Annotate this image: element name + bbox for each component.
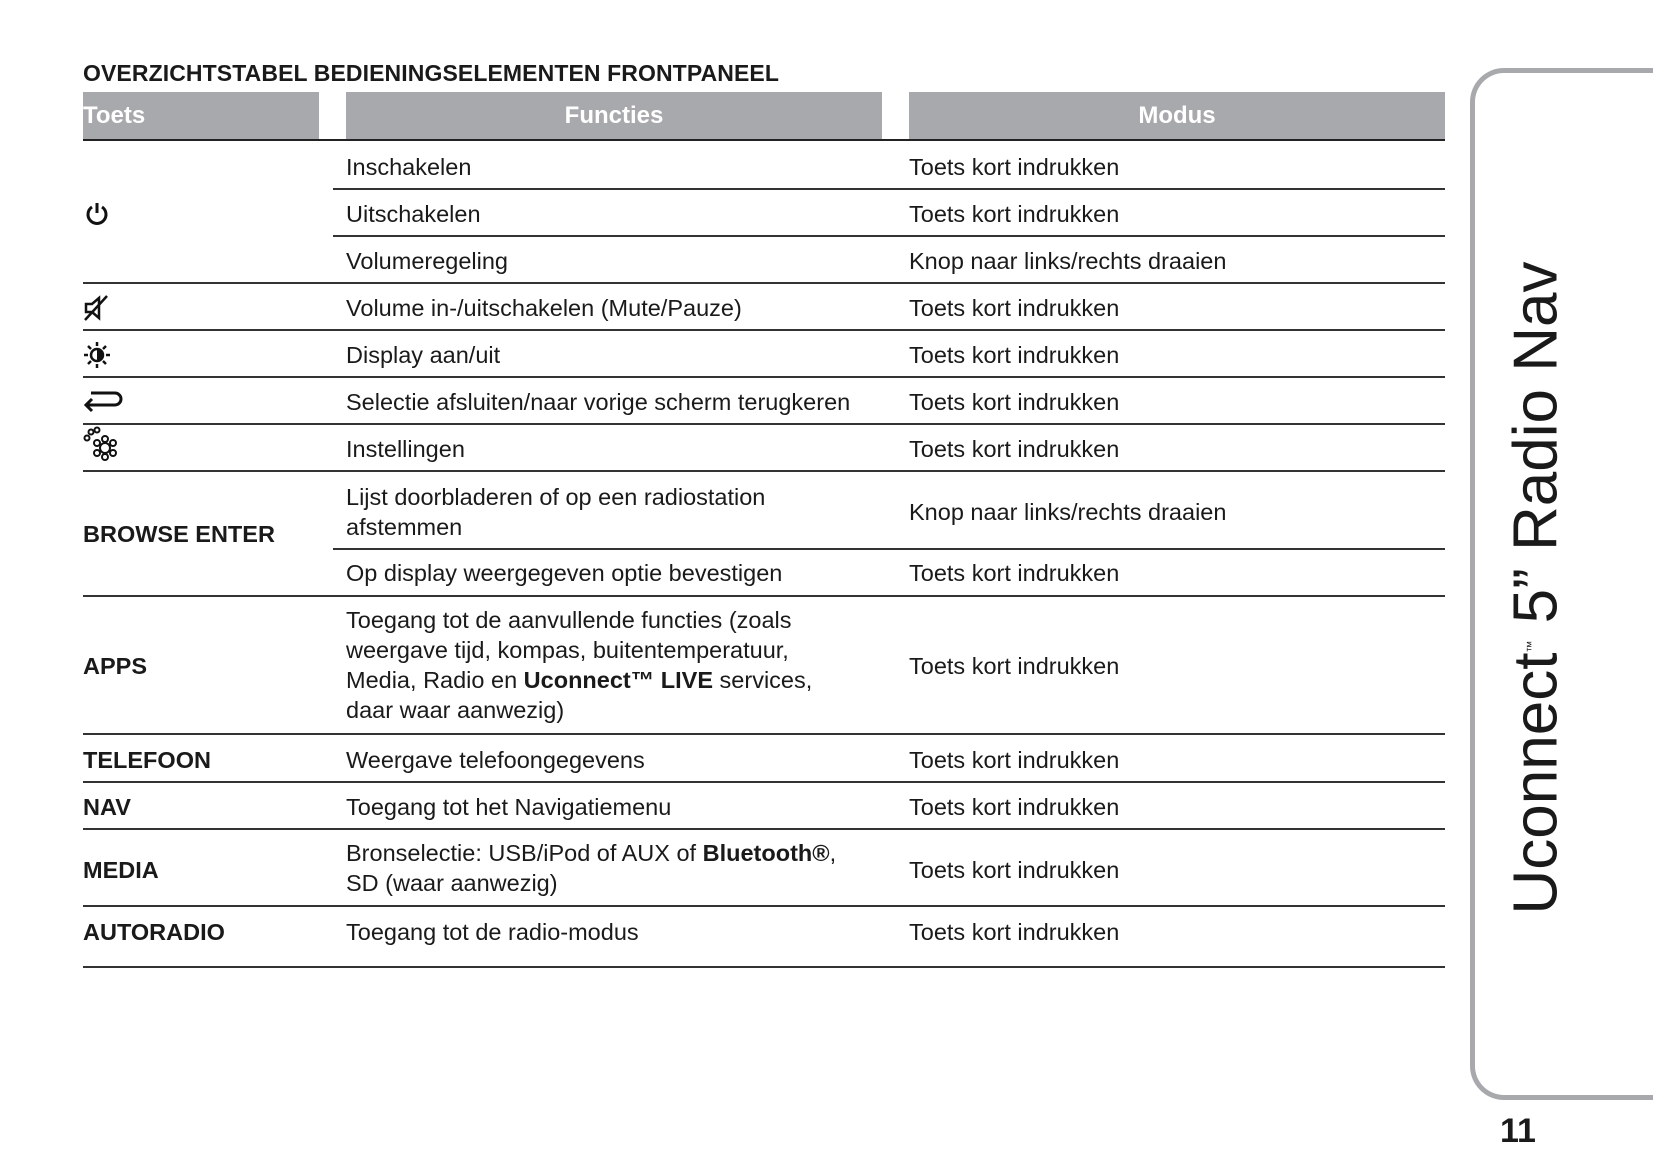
row-divider [83,376,1445,378]
power-icon [83,200,111,228]
header-functies: Functies [346,92,882,139]
text-bold: Uconnect™ LIVE [523,667,714,693]
function-line: SD (waar aanwezig) [346,870,558,896]
function-cell: Toegang tot de radio-modus [346,919,639,945]
row-divider [333,235,1445,237]
mode-cell: Toets kort indrukken [909,342,1120,368]
text-normal: Bronselectie: USB/iPod of AUX of [346,840,703,866]
function-cell: Instellingen [346,436,465,462]
text-normal: , [829,840,837,866]
brightness-icon [83,341,111,369]
mode-cell: Knop naar links/rechts draaien [909,499,1227,525]
mode-cell: Toets kort indrukken [909,653,1120,679]
row-divider [83,282,1445,284]
row-divider [83,423,1445,425]
key-browse-enter: BROWSE ENTER [83,521,275,547]
trademark-mark: ™ [1523,640,1538,653]
function-cell: Inschakelen [346,154,472,180]
function-line [346,665,876,695]
row-divider [333,188,1445,190]
function-cell [346,482,876,542]
chapter-title-brand: Uconnect [1501,652,1571,915]
mode-cell: Toets kort indrukken [909,295,1120,321]
text-bold: Bluetooth® [702,840,830,866]
mode-cell: Toets kort indrukken [909,201,1120,227]
row-divider [83,828,1445,830]
back-icon [83,387,123,415]
function-cell [346,838,876,898]
mode-cell: Toets kort indrukken [909,857,1120,883]
mode-cell: Toets kort indrukken [909,154,1120,180]
key-apps: APPS [83,653,147,679]
row-divider [83,905,1445,907]
header-modus: Modus [909,92,1445,139]
header-toets: Toets [83,92,319,139]
mode-cell: Toets kort indrukken [909,747,1120,773]
header-rule [83,139,1445,141]
key-media: MEDIA [83,857,159,883]
page-number: 11 [1500,1112,1536,1150]
mode-cell: Toets kort indrukken [909,389,1120,415]
row-divider [333,548,1445,550]
key-telefoon: TELEFOON [83,747,211,773]
mode-cell: Toets kort indrukken [909,919,1120,945]
function-cell: Op display weergegeven optie bevestigen [346,560,783,586]
mode-cell: Toets kort indrukken [909,436,1120,462]
mode-cell: Toets kort indrukken [909,794,1120,820]
function-cell: Volumeregeling [346,248,508,274]
row-divider [83,781,1445,783]
table-title: OVERZICHTSTABEL BEDIENINGSELEMENTEN FRONTPANEEL [83,60,780,86]
function-line [346,838,876,868]
settings-icon [83,426,119,462]
function-line: weergave tijd, kompas, buitentemperatuur, [346,637,789,663]
function-cell: Selectie afsluiten/naar vorige scherm terugkeren [346,389,851,415]
row-divider [83,595,1445,597]
table-bottom-rule [83,966,1445,968]
function-line: Toegang tot de aanvullende functies (zoals [346,607,792,633]
function-cell: Weergave telefoongegevens [346,747,645,773]
row-divider [83,470,1445,472]
function-line: afstemmen [346,514,463,540]
function-cell: Toegang tot het Navigatiemenu [346,794,672,820]
chapter-title [1501,262,1572,915]
mute-icon [83,294,111,322]
key-autoradio: AUTORADIO [83,919,225,945]
text-normal: services, [713,667,813,693]
mode-cell: Toets kort indrukken [909,560,1120,586]
function-cell [346,605,876,725]
function-cell: Display aan/uit [346,342,501,368]
function-cell: Uitschakelen [346,201,481,227]
function-line: daar waar aanwezig) [346,697,565,723]
mode-cell: Knop naar links/rechts draaien [909,248,1227,274]
text-normal: Media, Radio en [346,667,524,693]
row-divider [83,733,1445,735]
function-line: Lijst doorbladeren of op een radiostation [346,484,766,510]
key-nav: NAV [83,794,131,820]
row-divider [83,329,1445,331]
chapter-title-rest: 5” Radio Nav [1501,261,1571,641]
function-cell: Volume in-/uitschakelen (Mute/Pauze) [346,295,742,321]
